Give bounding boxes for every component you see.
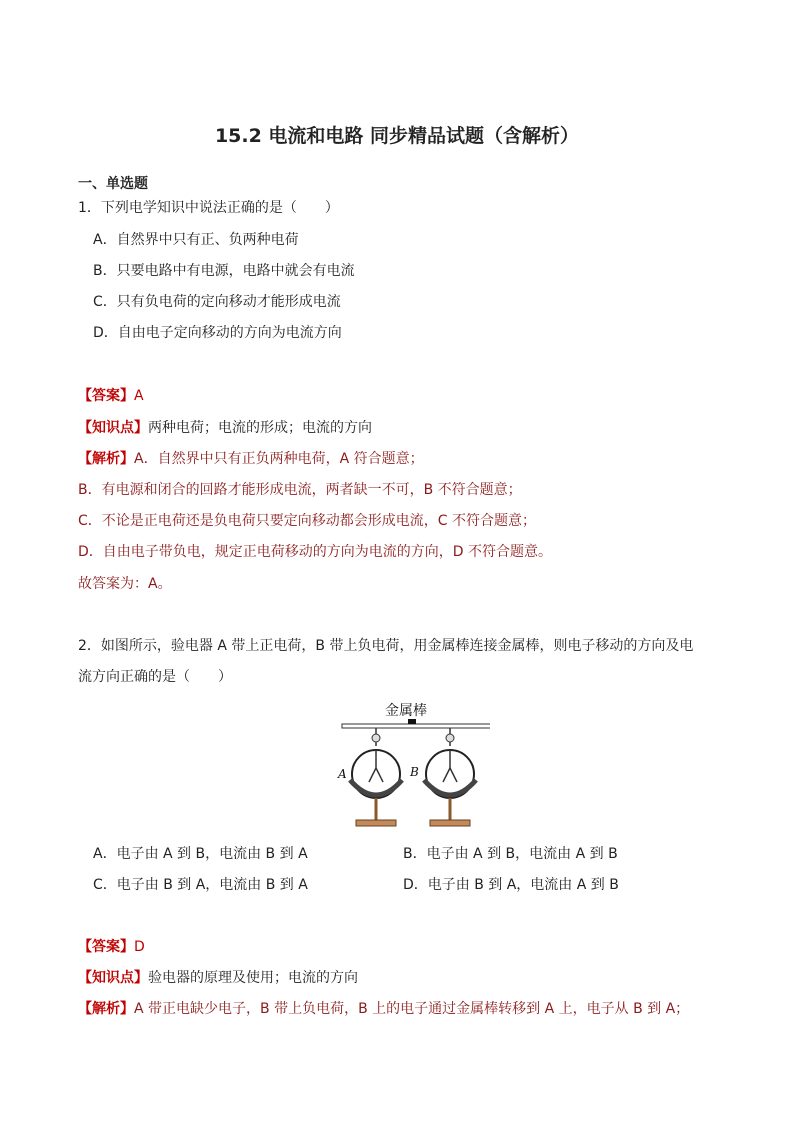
knowledge-point-tag: 【知识点】: [78, 970, 148, 986]
electroscope-b: [424, 728, 476, 826]
question-2-stem-line-2: 流方向正确的是（ ）: [78, 669, 232, 685]
electroscope-figure: [330, 694, 490, 834]
metal-rod: [342, 724, 490, 728]
analysis-line-3: C．不论是正电荷还是负电荷只要定向移动都会形成电流，C 不符合题意；: [78, 513, 536, 529]
rod-label: 金属棒: [385, 703, 427, 719]
analysis-tag: 【解析】: [78, 1001, 134, 1017]
question-1-option-c: C．只有负电荷的定向移动才能形成电流: [93, 294, 341, 310]
analysis-conclusion: 故答案为：A。: [78, 576, 172, 592]
question-2-option-b: B．电子由 A 到 B，电流由 A 到 B: [403, 846, 618, 862]
question-2-option-c: C．电子由 B 到 A，电流由 B 到 A: [93, 877, 308, 893]
knowledge-point-text: 两种电荷；电流的形成；电流的方向: [148, 420, 372, 436]
question-1-option-b: B．只要电路中有电源，电路中就会有电流: [93, 263, 355, 279]
analysis-line-1: A．自然界中只有正负两种电荷，A 符合题意；: [134, 451, 424, 467]
question-1-analysis: [78, 449, 424, 469]
question-2-analysis: [78, 999, 689, 1019]
label-a: A: [338, 767, 347, 781]
section-heading-single-choice: 一、单选题: [78, 176, 148, 192]
answer-tag: 【答案】: [78, 388, 134, 404]
question-1-option-a: A．自然界中只有正、负两种电荷: [93, 232, 299, 248]
question-1-knowledge-point: [78, 418, 372, 438]
question-1-option-d: D．自由电子定向移动的方向为电流方向: [93, 325, 342, 341]
analysis-line-2: B．有电源和闭合的回路才能形成电流，两者缺一不可，B 不符合题意；: [78, 482, 522, 498]
answer-value: D: [134, 939, 145, 955]
page-title: 15.2 电流和电路 同步精品试题（含解析）: [214, 125, 580, 147]
knowledge-point-tag: 【知识点】: [78, 420, 148, 436]
analysis-tag: 【解析】: [78, 451, 134, 467]
question-1-stem: 1．下列电学知识中说法正确的是（ ）: [78, 200, 339, 216]
question-2-knowledge-point: [78, 968, 358, 988]
question-2-option-a: A．电子由 A 到 B，电流由 B 到 A: [93, 846, 308, 862]
question-2-stem-line-1: 2．如图所示，验电器 A 带上正电荷，B 带上负电荷，用金属棒连接金属棒，则电子移动的方向及电: [78, 638, 694, 654]
question-1-answer: [78, 386, 144, 406]
label-b: B: [410, 765, 419, 779]
question-2-answer: [78, 937, 145, 957]
knowledge-point-text: 验电器的原理及使用；电流的方向: [148, 970, 358, 986]
answer-value: A: [134, 388, 144, 404]
rod-handle: [408, 719, 416, 724]
electroscope-a: [350, 728, 402, 826]
question-2-option-d: D．电子由 B 到 A，电流由 A 到 B: [403, 877, 619, 893]
analysis-line-1: A 带正电缺少电子，B 带上负电荷，B 上的电子通过金属棒转移到 A 上，电子从 B 到 A；: [134, 1001, 690, 1017]
answer-tag: 【答案】: [78, 939, 134, 955]
electroscope-diagram: [330, 694, 490, 834]
analysis-line-4: D．自由电子带负电，规定正电荷移动的方向为电流的方向，D 不符合题意。: [78, 544, 553, 560]
